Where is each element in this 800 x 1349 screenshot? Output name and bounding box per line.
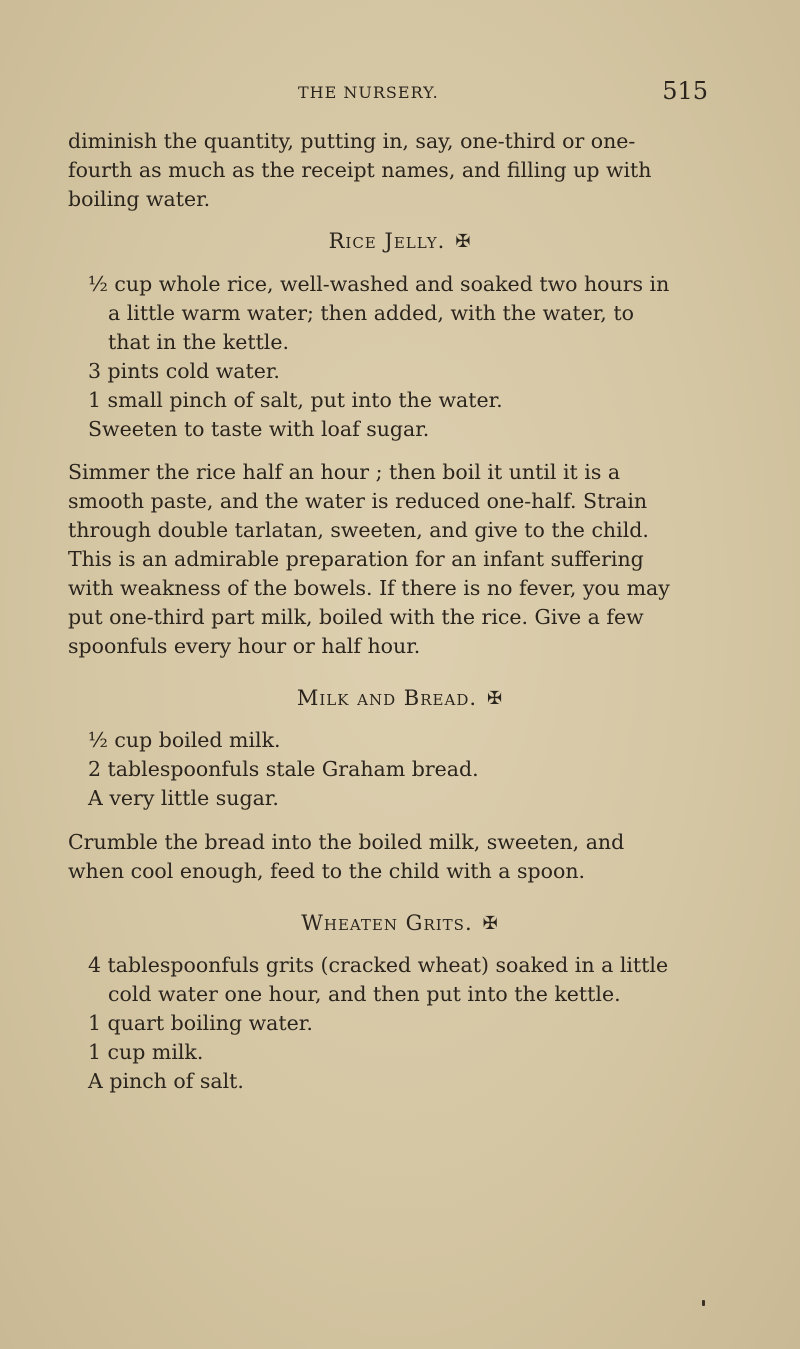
ingredient-line: 2 tablespoonfuls stale Graham bread. (88, 757, 479, 781)
ingredient-line: ½ cup boiled milk. (88, 728, 281, 752)
recipe-title-milk-and-bread (0, 686, 800, 710)
recipe-title-text: Wheaten Grits. (301, 911, 473, 935)
ingredient-line: ½ cup whole rice, well-washed and soaked two hours in (88, 272, 670, 296)
ingredient-line: A pinch of salt. (88, 1069, 244, 1093)
ingredient-line: cold water one hour, and then put into the kettle. (108, 982, 621, 1006)
ingredient-line: 1 cup milk. (88, 1040, 204, 1064)
running-head: THE NURSERY. (298, 83, 439, 102)
direction-line: smooth paste, and the water is reduced one-half. Strain (68, 489, 648, 513)
ingredient-line: A very little sugar. (88, 786, 279, 810)
direction-line: put one-third part milk, boiled with the rice. Give a few (68, 605, 644, 629)
ingredient-line: Sweeten to taste with loaf sugar. (88, 417, 430, 441)
direction-line: This is an admirable preparation for an infant suffering (68, 547, 644, 571)
direction-line: Simmer the rice half an hour ; then boil it until it is a (68, 460, 621, 484)
intro-line: boiling water. (68, 187, 211, 211)
intro-line: fourth as much as the receipt names, and filling up with (68, 158, 652, 182)
page-header (68, 77, 708, 107)
recipe-title-text: Rice Jelly. (328, 229, 446, 253)
maltese-cross-icon: ✠ (482, 913, 499, 934)
direction-line: Crumble the bread into the boiled milk, sweeten, and (68, 830, 625, 854)
intro-line: diminish the quantity, putting in, say, one-third or one- (68, 129, 636, 153)
ingredient-line: a little warm water; then added, with the water, to (108, 301, 634, 325)
direction-line: spoonfuls every hour or half hour. (68, 634, 421, 658)
recipe-title-rice-jelly (0, 229, 800, 253)
ink-speck (702, 1300, 705, 1306)
maltese-cross-icon: ✠ (487, 688, 504, 709)
maltese-cross-icon: ✠ (455, 231, 472, 252)
ingredient-line: 1 small pinch of salt, put into the water. (88, 388, 503, 412)
recipe-title-wheaten-grits (0, 911, 800, 935)
ingredient-line: that in the kettle. (108, 330, 290, 354)
ingredient-line: 1 quart boiling water. (88, 1011, 313, 1035)
ingredient-line: 4 tablespoonfuls grits (cracked wheat) soaked in a little (88, 953, 669, 977)
page-number: 515 (662, 77, 708, 105)
direction-line: through double tarlatan, sweeten, and give to the child. (68, 518, 649, 542)
direction-line: when cool enough, feed to the child with a spoon. (68, 859, 586, 883)
direction-line: with weakness of the bowels. If there is no fever, you may (68, 576, 670, 600)
recipe-title-text: Milk and Bread. (296, 686, 478, 710)
ingredient-line: 3 pints cold water. (88, 359, 280, 383)
